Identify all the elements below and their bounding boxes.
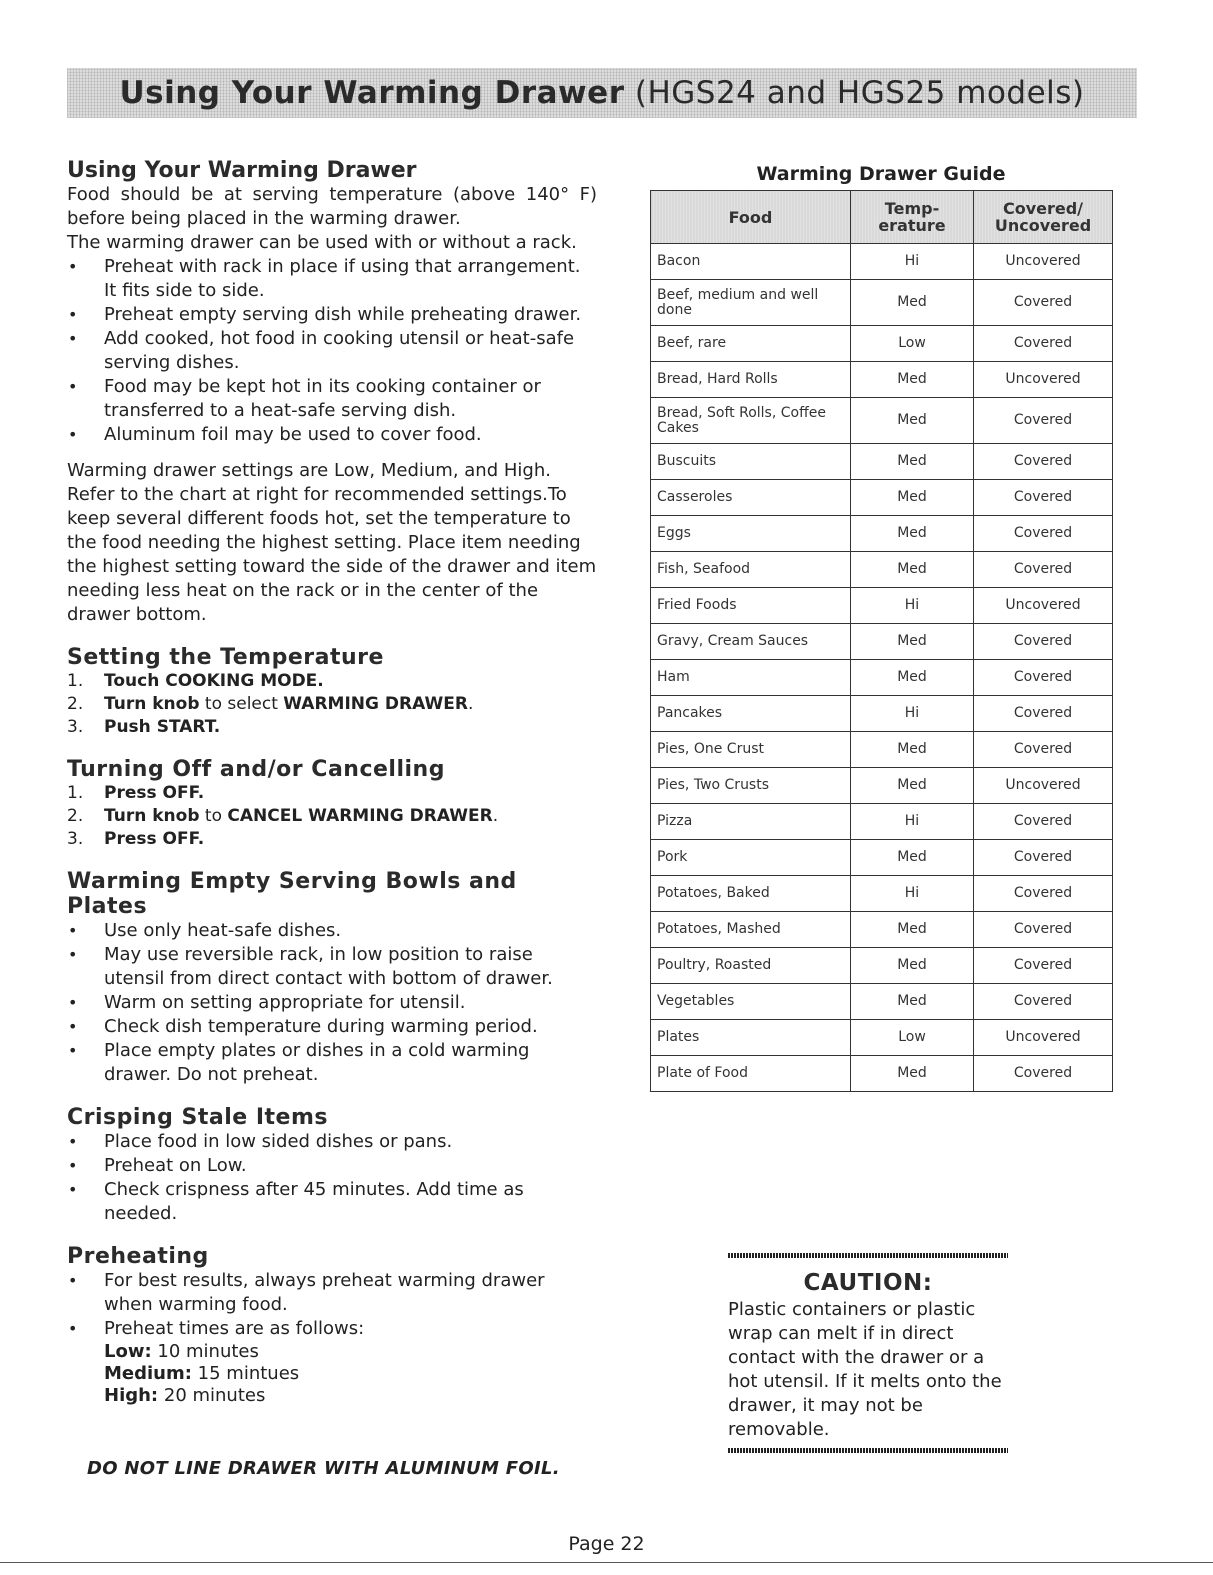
temperature-cell: Med xyxy=(851,362,974,398)
food-cell: Pies, One Crust xyxy=(651,732,851,768)
food-cell: Bread, Soft Rolls, Coffee Cakes xyxy=(651,398,851,444)
temperature-cell: Med xyxy=(851,516,974,552)
guide-header-cell xyxy=(851,191,974,244)
step-item xyxy=(67,782,597,805)
caution-top-rule xyxy=(728,1253,1008,1258)
guide-row xyxy=(651,732,1113,768)
crisping-heading: Crisping Stale Items xyxy=(67,1105,328,1130)
crisping-list xyxy=(67,1130,597,1226)
using-bullet-list xyxy=(67,255,597,447)
temperature-cell: Med xyxy=(851,552,974,588)
temperature-cell: Low xyxy=(851,1020,974,1056)
temperature-cell: Med xyxy=(851,912,974,948)
step-text: to select xyxy=(199,694,284,714)
caution-bottom-rule xyxy=(728,1448,1008,1453)
guide-header-text: erature xyxy=(878,216,946,235)
preheat-time-row xyxy=(67,1363,597,1385)
preheat-duration: 15 mintues xyxy=(191,1363,300,1384)
cover-cell: Covered xyxy=(974,1056,1113,1092)
bullet-item: • Check dish temperature during warming period. xyxy=(67,1015,597,1039)
setting-temp-steps xyxy=(67,670,597,739)
preheating-heading: Preheating xyxy=(67,1244,209,1269)
bullet-item: • Check crispness after 45 minutes. Add time as needed. xyxy=(67,1178,597,1226)
food-cell: Beef, rare xyxy=(651,326,851,362)
cover-cell: Uncovered xyxy=(974,1020,1113,1056)
caution-title: CAUTION: xyxy=(803,1270,933,1296)
temperature-cell: Hi xyxy=(851,588,974,624)
food-cell: Plate of Food xyxy=(651,1056,851,1092)
step-target: CANCEL WARMING DRAWER xyxy=(227,806,493,826)
bullet-item: • Preheat with rack in place if using that arrangement. It fits side to side. xyxy=(67,255,597,303)
temperature-cell: Med xyxy=(851,840,974,876)
guide-header-row xyxy=(651,191,1113,244)
caution-box xyxy=(728,1253,1008,1453)
step-item xyxy=(67,693,597,716)
cover-cell: Uncovered xyxy=(974,244,1113,280)
temperature-cell: Med xyxy=(851,624,974,660)
guide-header-text: Uncovered xyxy=(994,216,1092,235)
temperature-cell: Med xyxy=(851,660,974,696)
guide-row xyxy=(651,244,1113,280)
guide-row xyxy=(651,1056,1113,1092)
foil-warning: DO NOT LINE DRAWER WITH ALUMINUM FOIL. xyxy=(87,1458,560,1479)
preheat-duration: 20 minutes xyxy=(158,1385,266,1406)
preheat-setting-label: Low: xyxy=(104,1341,152,1362)
step-action: Press OFF. xyxy=(104,783,205,803)
guide-row xyxy=(651,516,1113,552)
food-cell: Pies, Two Crusts xyxy=(651,768,851,804)
guide-row xyxy=(651,398,1113,444)
turning-off-steps xyxy=(67,782,597,851)
preheat-duration: 10 minutes xyxy=(151,1341,259,1362)
banner-title-models: (HGS24 and HGS25 models) xyxy=(624,75,1085,111)
bullet-item: • Food may be kept hot in its cooking container or transferred to a heat-safe serving dish. xyxy=(67,375,597,423)
cover-cell: Covered xyxy=(974,480,1113,516)
food-cell: Fried Foods xyxy=(651,588,851,624)
bullet-item: • Use only heat-safe dishes. xyxy=(67,919,597,943)
guide-row xyxy=(651,280,1113,326)
guide-row xyxy=(651,768,1113,804)
turning-off-heading: Turning Off and/or Cancelling xyxy=(67,757,445,782)
cover-cell: Covered xyxy=(974,876,1113,912)
cover-cell: Uncovered xyxy=(974,768,1113,804)
food-cell: Fish, Seafood xyxy=(651,552,851,588)
food-cell: Poultry, Roasted xyxy=(651,948,851,984)
using-rack-note: The warming drawer can be used with or without a rack. xyxy=(67,232,577,253)
preheat-setting-label: High: xyxy=(104,1385,159,1406)
food-cell: Gravy, Cream Sauces xyxy=(651,624,851,660)
food-cell: Buscuits xyxy=(651,444,851,480)
step-action: Push START. xyxy=(104,717,221,737)
cover-cell: Covered xyxy=(974,624,1113,660)
banner-title-bold: Using Your Warming Drawer xyxy=(119,75,625,111)
food-cell: Potatoes, Mashed xyxy=(651,912,851,948)
guide-row xyxy=(651,912,1113,948)
guide-row xyxy=(651,1020,1113,1056)
warming-drawer-guide-table xyxy=(650,190,1113,1092)
cover-cell: Covered xyxy=(974,804,1113,840)
food-cell: Casseroles xyxy=(651,480,851,516)
cover-cell: Covered xyxy=(974,912,1113,948)
food-cell: Vegetables xyxy=(651,984,851,1020)
food-cell: Bacon xyxy=(651,244,851,280)
cover-cell: Covered xyxy=(974,398,1113,444)
guide-row xyxy=(651,480,1113,516)
guide-row xyxy=(651,362,1113,398)
food-cell: Plates xyxy=(651,1020,851,1056)
refer-text: Refer to the chart at right for recommended settings.To keep several different foods hot, set the temperature to the food needing the highest setting. Place item needing the highest setting toward the side of the drawer and item needing less heat on the rack or in the center of the drawer bottom. xyxy=(67,484,597,625)
guide-row xyxy=(651,552,1113,588)
temperature-cell: Hi xyxy=(851,696,974,732)
bullet-item: • For best results, always preheat warming drawer when warming food. xyxy=(67,1269,597,1317)
bullet-item: • Aluminum foil may be used to cover food. xyxy=(67,423,597,447)
preheat-times xyxy=(67,1341,597,1407)
guide-row xyxy=(651,804,1113,840)
bullet-item: • Preheat times are as follows: xyxy=(67,1317,597,1341)
step-action: Turn knob xyxy=(104,694,200,714)
temperature-cell: Hi xyxy=(851,876,974,912)
cover-cell: Uncovered xyxy=(974,362,1113,398)
food-cell: Bread, Hard Rolls xyxy=(651,362,851,398)
guide-row xyxy=(651,696,1113,732)
cover-cell: Covered xyxy=(974,326,1113,362)
preheating-list xyxy=(67,1269,597,1341)
guide-row xyxy=(651,444,1113,480)
temperature-cell: Med xyxy=(851,768,974,804)
left-column xyxy=(67,158,597,1407)
page-banner xyxy=(67,68,1137,118)
settings-text: Warming drawer settings are Low, Medium, and High. xyxy=(67,460,551,481)
cover-cell: Covered xyxy=(974,516,1113,552)
step-number: 2. xyxy=(67,806,84,826)
page-number: Page 22 xyxy=(568,1533,645,1555)
bullet-item: • Preheat empty serving dish while preheating drawer. xyxy=(67,303,597,327)
guide-row xyxy=(651,624,1113,660)
temperature-cell: Low xyxy=(851,326,974,362)
step-end: . xyxy=(492,806,499,826)
caution-text: Plastic containers or plastic wrap can melt if in direct contact with the drawer or a hot utensil. If it melts onto the drawer, it may not be removable. xyxy=(728,1299,1002,1440)
step-item xyxy=(67,716,597,739)
bullet-item: • Preheat on Low. xyxy=(67,1154,597,1178)
warming-empty-list xyxy=(67,919,597,1087)
food-cell: Potatoes, Baked xyxy=(651,876,851,912)
temperature-cell: Med xyxy=(851,1056,974,1092)
guide-title: Warming Drawer Guide xyxy=(756,163,1006,185)
guide-header-text: Temp- xyxy=(884,199,940,218)
food-cell: Ham xyxy=(651,660,851,696)
food-cell: Pork xyxy=(651,840,851,876)
warming-empty-heading: Warming Empty Serving Bowls and Plates xyxy=(67,869,517,919)
temperature-cell: Med xyxy=(851,984,974,1020)
step-number: 3. xyxy=(67,717,84,737)
temperature-cell: Med xyxy=(851,398,974,444)
cover-cell: Covered xyxy=(974,552,1113,588)
guide-row xyxy=(651,840,1113,876)
using-heading: Using Your Warming Drawer xyxy=(67,158,417,183)
bullet-item: • Place food in low sided dishes or pans. xyxy=(67,1130,597,1154)
step-end: . xyxy=(467,694,474,714)
guide-header-cell xyxy=(974,191,1113,244)
food-cell: Pancakes xyxy=(651,696,851,732)
guide-header-cell xyxy=(651,191,851,244)
bullet-item: • Add cooked, hot food in cooking utensil or heat-safe serving dishes. xyxy=(67,327,597,375)
food-cell: Eggs xyxy=(651,516,851,552)
step-action: Turn knob xyxy=(104,806,200,826)
temperature-cell: Med xyxy=(851,444,974,480)
food-cell: Pizza xyxy=(651,804,851,840)
step-number: 1. xyxy=(67,671,84,691)
bullet-item: • May use reversible rack, in low position to raise utensil from direct contact with bottom of drawer. xyxy=(67,943,597,991)
guide-row xyxy=(651,326,1113,362)
cover-cell: Covered xyxy=(974,984,1113,1020)
bullet-item: • Warm on setting appropriate for utensil. xyxy=(67,991,597,1015)
step-target: WARMING DRAWER xyxy=(283,694,468,714)
temperature-cell: Hi xyxy=(851,244,974,280)
cover-cell: Covered xyxy=(974,696,1113,732)
cover-cell: Covered xyxy=(974,732,1113,768)
temperature-cell: Med xyxy=(851,480,974,516)
cover-cell: Uncovered xyxy=(974,588,1113,624)
guide-row xyxy=(651,984,1113,1020)
temperature-cell: Med xyxy=(851,280,974,326)
temperature-cell: Med xyxy=(851,948,974,984)
bottom-rule xyxy=(0,1562,1213,1563)
step-action: Press OFF. xyxy=(104,829,205,849)
step-number: 1. xyxy=(67,783,84,803)
cover-cell: Covered xyxy=(974,444,1113,480)
guide-row xyxy=(651,948,1113,984)
preheat-time-row xyxy=(67,1385,597,1407)
step-item xyxy=(67,670,597,693)
cover-cell: Covered xyxy=(974,840,1113,876)
temperature-cell: Hi xyxy=(851,804,974,840)
step-item xyxy=(67,805,597,828)
preheat-setting-label: Medium: xyxy=(104,1363,192,1384)
using-intro: Food should be at serving temperature (above 140° F) before being placed in the warming drawer. xyxy=(67,184,597,229)
temperature-cell: Med xyxy=(851,732,974,768)
cover-cell: Covered xyxy=(974,948,1113,984)
guide-header-text: Covered/ xyxy=(1002,199,1084,218)
banner-title xyxy=(119,75,1084,111)
guide-row xyxy=(651,876,1113,912)
guide-row xyxy=(651,660,1113,696)
step-text: to xyxy=(199,806,228,826)
setting-temp-heading: Setting the Temperature xyxy=(67,645,384,670)
guide-header-text: Food xyxy=(728,207,773,227)
step-item xyxy=(67,828,597,851)
food-cell: Beef, medium and well done xyxy=(651,280,851,326)
guide-body xyxy=(651,244,1113,1092)
bullet-item: • Place empty plates or dishes in a cold warming drawer. Do not preheat. xyxy=(67,1039,597,1087)
preheat-time-row xyxy=(67,1341,597,1363)
cover-cell: Covered xyxy=(974,660,1113,696)
cover-cell: Covered xyxy=(974,280,1113,326)
step-action: Touch COOKING MODE. xyxy=(104,671,324,691)
step-number: 2. xyxy=(67,694,84,714)
step-number: 3. xyxy=(67,829,84,849)
guide-row xyxy=(651,588,1113,624)
